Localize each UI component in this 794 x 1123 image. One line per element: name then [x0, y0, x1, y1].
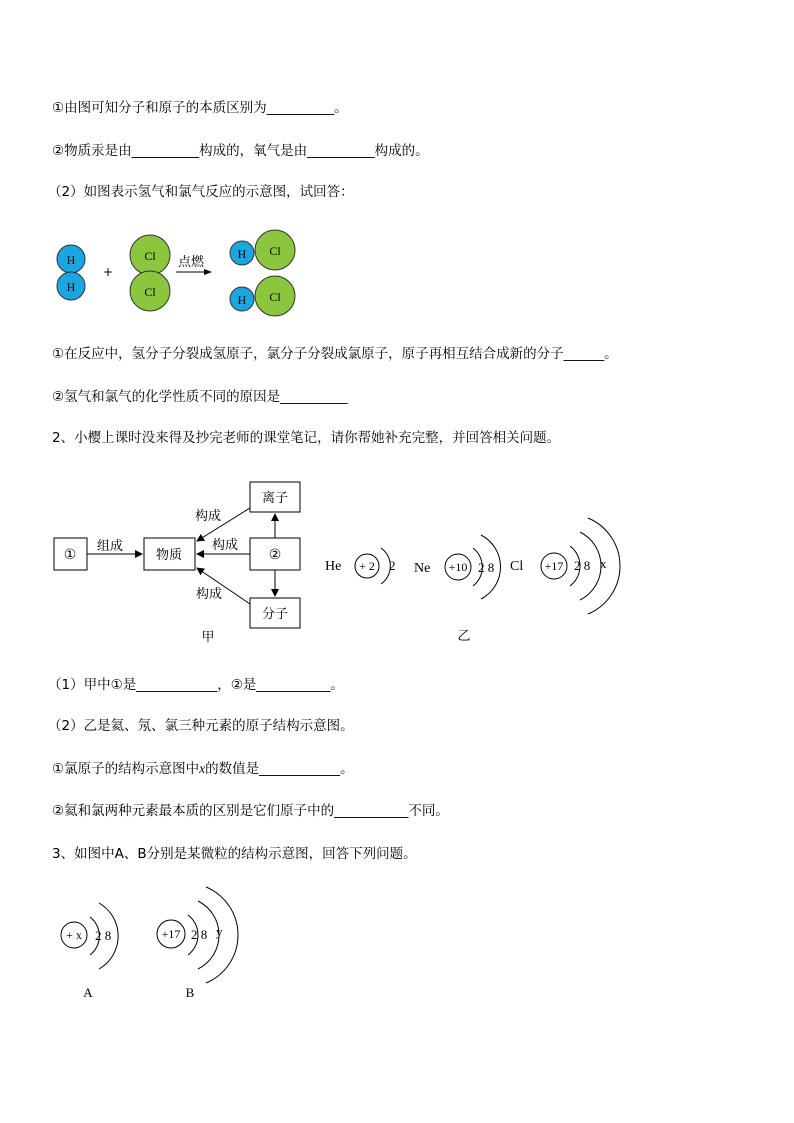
atomic-structures-yi: [318, 510, 628, 644]
cl-outer-electrons: x: [600, 556, 607, 571]
question-line-9: [52, 760, 354, 778]
variable-x: x: [199, 761, 206, 776]
ne-nucleus-charge: +10: [448, 560, 468, 574]
question-line-6: 2、小樱上课时没来得及抄完老师的课堂笔记，请你帮她补充完整，并回答相关问题。: [52, 430, 561, 446]
question-line-5: ②氢气和氯气的化学性质不同的原因是__________: [52, 389, 348, 405]
he-symbol: He: [325, 559, 342, 574]
hydrogen-label: H: [66, 280, 76, 294]
cl-nucleus-charge: +17: [544, 559, 564, 573]
a-nucleus-charge: + x: [66, 928, 82, 942]
hydrogen-label: H: [237, 293, 247, 307]
caption-yi: 乙: [457, 629, 471, 644]
plus-sign: +: [102, 265, 114, 279]
ne-symbol: Ne: [414, 561, 431, 576]
question-line-9-part-1: ①氯原子的结构示意图中: [52, 761, 200, 777]
helium-atom: [325, 548, 396, 584]
question-line-11: 3、如图中A、B分别是某微粒的结构示意图，回答下列问题。: [52, 846, 417, 862]
cl-symbol: Cl: [510, 559, 524, 574]
cl-shell-electrons: 2 8: [574, 558, 591, 573]
chlorine-label: Cl: [144, 285, 156, 299]
label-build-mid: 构成: [211, 538, 239, 553]
question-line-9-part-2: 的数值是____________。: [205, 761, 354, 777]
reaction-diagram: [48, 228, 308, 320]
ne-shell-electrons: 2 8: [478, 560, 495, 575]
b-outer-electrons: y: [216, 924, 223, 939]
chlorine-label: Cl: [144, 249, 156, 263]
hydrogen-label: H: [66, 253, 76, 267]
hcl-molecule: [230, 276, 295, 316]
chlorine-label: Cl: [269, 244, 281, 258]
caption-jia: 甲: [201, 630, 215, 645]
particle-b: [157, 887, 238, 1000]
chlorine-atom: [510, 518, 620, 614]
b-nucleus-charge: +17: [161, 927, 181, 941]
box-unknown-1-label: ①: [63, 547, 77, 563]
question-line-4: ①在反应中，氢分子分裂成氢原子，氯分子分裂成氯原子，原子再相互结合成新的分子______。: [52, 346, 618, 362]
chlorine-label: Cl: [269, 290, 281, 304]
b-shell-electrons: 2 8: [191, 927, 208, 942]
box-molecule-label: 分子: [261, 607, 289, 622]
a-shell-electrons: 2 8: [95, 928, 112, 943]
question-line-1: ①由图可知分子和原子的本质区别为__________。: [52, 100, 348, 116]
reaction-condition: 点燃: [177, 255, 205, 270]
he-shell-electrons: 2: [389, 558, 396, 573]
question-line-8: （2）乙是氦、氖、氯三种元素的原子结构示意图。: [48, 718, 354, 734]
question-line-2: ②物质汞是由__________构成的，氧气是由__________构成的。: [52, 143, 429, 159]
hydrogen-label: H: [237, 247, 247, 261]
box-substance-label: 物质: [155, 548, 183, 563]
concept-map-jia: [52, 476, 312, 646]
a-label: A: [83, 985, 93, 1000]
box-ion-label: 离子: [261, 491, 289, 506]
b-label: B: [185, 985, 195, 1000]
reaction-arrowhead: [204, 269, 212, 275]
question-line-10: ②氦和氯两种元素最本质的区别是它们原子中的___________不同。: [52, 803, 449, 819]
question-line-3: （2）如图表示氢气和氯气反应的示意图，试回答：: [48, 184, 354, 200]
label-build-top: 构成: [194, 509, 222, 524]
chlorine-molecule: [130, 235, 170, 311]
box-unknown-2-label: ②: [268, 547, 282, 563]
label-compose: 组成: [96, 539, 124, 554]
hcl-molecule: [230, 230, 295, 270]
question-line-7: （1）甲中①是____________，②是___________。: [48, 677, 345, 693]
neon-atom: [414, 535, 501, 599]
particle-a: [61, 903, 118, 1000]
he-nucleus-charge: + 2: [359, 559, 375, 573]
hydrogen-molecule: [57, 245, 85, 300]
label-build-bottom: 构成: [195, 587, 223, 602]
particle-structures: [56, 885, 256, 1005]
